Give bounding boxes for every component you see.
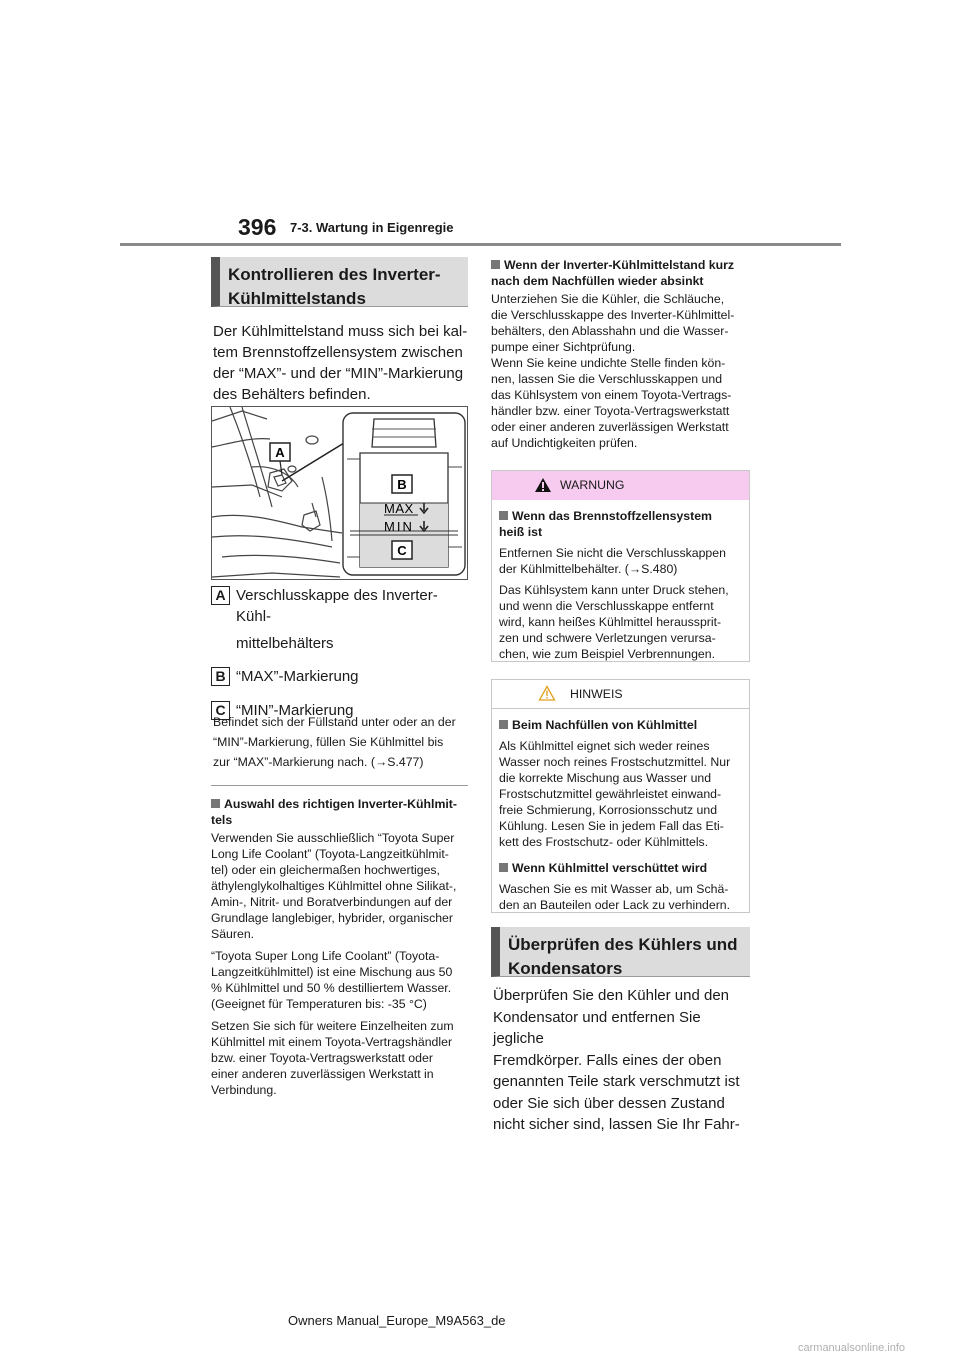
bullet-square — [211, 799, 220, 808]
text-line: freie Schmierung, Korrosionsschutz und — [499, 803, 718, 817]
text-line: (Geeignet für Temperaturen bis: -35 °C) — [211, 997, 427, 1011]
callout-text — [236, 585, 471, 654]
text-line: Frostschutzmittel gewährleistet einwand- — [499, 787, 722, 801]
figure-mark-c: C — [397, 543, 407, 558]
text-line: Überprüfen Sie den Kühler und den — [493, 987, 730, 1004]
sub-heading-level-drops — [491, 257, 766, 289]
caution-triangle-icon — [538, 685, 556, 701]
text-line: mittelbehälters — [236, 635, 334, 652]
heading-line: Kondensators — [508, 959, 623, 978]
warning-triangle-icon — [534, 477, 552, 493]
callout-text: “MIN”-Markierung — [236, 702, 354, 719]
callout-letter: C — [211, 701, 230, 720]
text-line: des Behälters befinden. — [213, 386, 371, 403]
warning-header — [492, 471, 749, 500]
radiator-text — [493, 985, 755, 1136]
watermark: carmanualsonline.info — [798, 1342, 906, 1354]
heading-line: Kühlmittelstands — [228, 289, 366, 308]
text-line: kett des Frostschutz- oder Kühlmittels. — [499, 835, 709, 849]
warning-sub-heading — [499, 508, 739, 540]
text-line: nicht sicher sind, lassen Sie Ihr Fahr- — [493, 1116, 740, 1133]
text-line — [512, 860, 739, 876]
warning-body — [492, 500, 749, 662]
text-line: Der Kühlmittelstand muss sich bei kal- — [213, 323, 468, 340]
callout-item — [211, 666, 471, 687]
paragraph — [211, 948, 473, 1012]
text-line: und wenn die Verschlusskappe entfernt — [499, 599, 714, 613]
note-header — [492, 680, 749, 709]
intro-text — [213, 321, 473, 405]
inspection-paragraph — [491, 291, 753, 451]
callout-item — [211, 585, 471, 654]
coolant-paragraphs — [211, 830, 473, 1098]
note-body — [492, 709, 749, 913]
min-label: MIN — [384, 519, 414, 534]
section-heading-radiator — [491, 927, 750, 977]
text-line: Amin-, Nitrit- und Boratverbindungen auf der — [211, 895, 453, 909]
text-line: nen, lassen Sie die Verschlusskappen und — [491, 372, 723, 386]
text-line: Unterziehen Sie die Kühler, die Schläuche, — [491, 292, 725, 306]
text-line: oder einer anderen zuverlässigen Werkstatt — [491, 420, 729, 434]
text-line: “MIN”-Markierung, füllen Sie Kühlmittel bis — [213, 735, 444, 749]
paragraph — [499, 582, 739, 662]
sub-heading-text: Wenn Kühlmittel verschüttet wird — [512, 861, 708, 875]
page-number: 396 — [238, 214, 277, 240]
text-line: Wenn Sie keine undichte Stelle finden kön- — [491, 356, 726, 370]
header-rule — [120, 243, 841, 246]
text-line: der Kühlmittelbehälter. (→S.480) — [499, 562, 678, 576]
note-label: HINWEIS — [570, 687, 623, 701]
note-box — [491, 679, 750, 913]
text-line: Long Life Coolant” (Toyota-Langzeitkühlmit- — [211, 847, 449, 861]
text-line: Entfernen Sie nicht die Verschlusskappen — [499, 546, 726, 560]
text-line: der “MAX”- und der “MIN”-Markierung — [213, 365, 464, 382]
text-line: tem Brennstoffzellensystem zwischen — [213, 344, 463, 361]
warning-label: WARNUNG — [560, 478, 625, 492]
sub-heading-coolant-choice — [211, 796, 486, 828]
text-line: nach dem Nachfüllen wieder absinkt — [491, 274, 704, 288]
paragraph — [211, 830, 473, 942]
paragraph — [499, 881, 739, 913]
text-line: % Kühlmittel und 50 % destilliertem Wasser. — [211, 981, 452, 995]
text-line: Befindet sich der Füllstand unter oder an der — [213, 715, 456, 729]
paragraph — [499, 738, 739, 850]
text-line: einer anderen zuverlässigen Werkstatt in — [211, 1067, 434, 1081]
fill-note — [213, 712, 473, 772]
text-line: auf Undichtigkeiten prüfen. — [491, 436, 638, 450]
heading-line: Überprüfen des Kühlers und — [508, 935, 738, 954]
text-line: Säuren. — [211, 927, 255, 941]
text-line — [504, 257, 766, 273]
sub-heading-text: Auswahl des richtigen Inverter-Kühlmit- — [224, 797, 457, 811]
figure-mark-b: B — [397, 477, 407, 492]
bullet-square — [499, 720, 508, 729]
text-line: Verbindung. — [211, 1083, 277, 1097]
text-line — [512, 508, 739, 524]
bullet-square — [499, 511, 508, 520]
text-line: oder Sie sich über dessen Zustand — [493, 1094, 725, 1112]
note-sub-heading — [499, 717, 739, 733]
sub-heading-text: Wenn der Inverter-Kühlmittelstand kurz — [504, 258, 735, 272]
chapter-title: 7-3. Wartung in Eigenregie — [290, 220, 454, 235]
section-divider — [211, 785, 468, 786]
text-line: chen, wie zum Beispiel Verbrennungen. — [499, 647, 716, 661]
text-line: Kondensator und entfernen Sie jegliche — [493, 1008, 701, 1047]
callout-list — [211, 585, 471, 721]
text-line: Kühlung. Lesen Sie in jedem Fall das Eti- — [499, 819, 724, 833]
text-line: “Toyota Super Long Life Coolant” (Toyota- — [211, 949, 440, 963]
section-heading-inverter-coolant — [211, 257, 468, 307]
footer-manual-id: Owners Manual_Europe_M9A563_de — [288, 1313, 506, 1328]
text-line: das Kühlsystem von einem Toyota-Vertrags- — [491, 388, 732, 402]
callout-letter: A — [211, 586, 230, 605]
text-line: Grundlage langlebiger, hybrider, organischer — [211, 911, 453, 925]
sub-heading-text: Beim Nachfüllen von Kühlmittel — [512, 718, 698, 732]
text-line: wird, kann heißes Kühlmittel heraussprit- — [499, 615, 722, 629]
text-line: Waschen Sie es mit Wasser ab, um Schä- — [499, 882, 729, 896]
bullet-square — [499, 863, 508, 872]
text-line: zur “MAX”-Markierung nach. (→S.477) — [213, 755, 424, 769]
text-line: die korrekte Mischung aus Wasser und — [499, 771, 712, 785]
text-line: Verschlusskappe des Inverter-Kühl- — [236, 587, 438, 625]
text-line: die Verschlusskappe des Inverter-Kühlmittel- — [491, 308, 735, 322]
text-line: äthylenglykolhaltiges Kühlmittel ohne Silikat-, — [211, 879, 457, 893]
max-label: MAX — [384, 501, 414, 516]
text-line: heiß ist — [499, 525, 543, 539]
paragraph — [499, 545, 739, 577]
text-line: bzw. einer Toyota-Vertragswerkstatt oder — [211, 1051, 433, 1065]
text-line: Das Kühlsystem kann unter Druck stehen, — [499, 583, 729, 597]
figure-mark-a: A — [275, 445, 285, 460]
text-line: Als Kühlmittel eignet sich weder reines — [499, 739, 710, 753]
heading-line: Kontrollieren des Inverter- — [228, 265, 441, 284]
text-line: Langzeitkühlmittel) ist eine Mischung aus 50 — [211, 965, 453, 979]
text-line: pumpe einer Sichtprüfung. — [491, 340, 636, 354]
note-sub-heading — [499, 860, 739, 876]
text-line: Verwenden Sie ausschließlich “Toyota Super — [211, 831, 455, 845]
text-line: händler bzw. einer Toyota-Vertragswerkstatt — [491, 404, 730, 418]
text-line: Kühlmittel mit einem Toyota-Vertragshändler — [211, 1035, 453, 1049]
text-line — [224, 796, 486, 812]
paragraph — [211, 1018, 473, 1098]
text-line: Wasser noch reines Frostschutzmittel. Nur — [499, 755, 731, 769]
bullet-square — [491, 260, 500, 269]
text-line: Fremdkörper. Falls eines der oben — [493, 1051, 722, 1069]
callout-letter: B — [211, 667, 230, 686]
figure-illustration — [212, 407, 468, 580]
text-line: behälters, den Ablasshahn und die Wasser- — [491, 324, 729, 338]
coolant-reservoir-figure — [211, 406, 468, 580]
warning-box — [491, 470, 750, 662]
text-line: den an Bauteilen oder Lack zu verhindern. — [499, 898, 731, 912]
text-line: zen und schwere Verletzungen verursa- — [499, 631, 716, 645]
callout-text: “MAX”-Markierung — [236, 668, 359, 685]
text-line: Setzen Sie sich für weitere Einzelheiten zum — [211, 1019, 454, 1033]
text-line: tel) oder ein gleichermaßen hochwertiges, — [211, 863, 440, 877]
text-line: genannten Teile stark verschmutzt ist — [493, 1073, 740, 1090]
text-line: tels — [211, 813, 233, 827]
sub-heading-text: Wenn das Brennstoffzellensystem — [512, 509, 712, 523]
text-line — [512, 717, 739, 733]
